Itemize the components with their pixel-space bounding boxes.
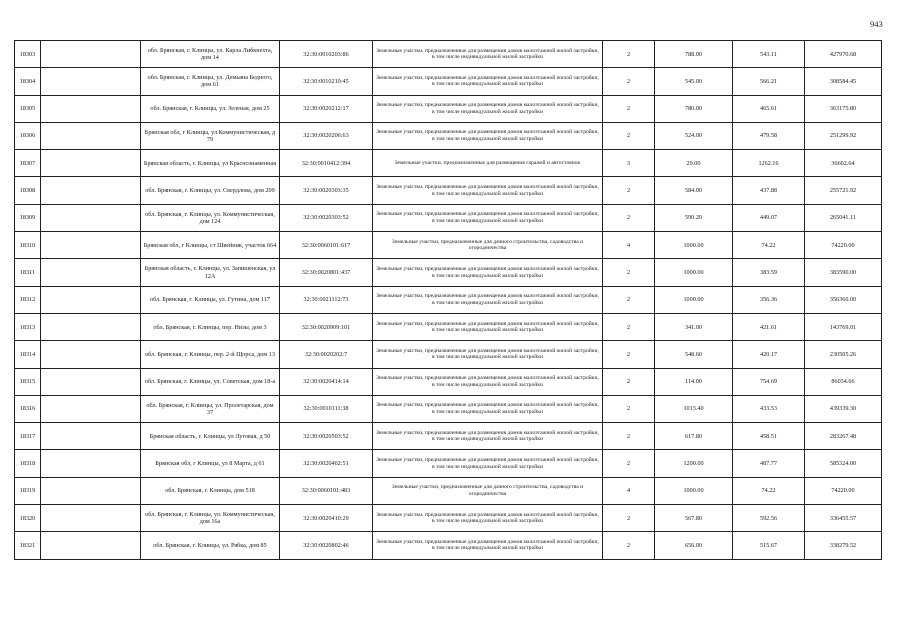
area-cell: 567.80 — [655, 505, 733, 532]
table-row — [15, 450, 882, 477]
group-cell: 2 — [603, 204, 655, 231]
specific-value-cell: 433.53 — [733, 395, 805, 422]
row-number: 18316 — [15, 395, 41, 422]
row-number: 18303 — [15, 41, 41, 68]
row-number: 18314 — [15, 341, 41, 368]
specific-value-cell: 449.07 — [733, 204, 805, 231]
group-cell: 2 — [603, 341, 655, 368]
cadastral-value-cell: 36602.64 — [805, 150, 882, 177]
group-cell: 2 — [603, 122, 655, 149]
table-row — [15, 368, 882, 395]
address-cell: обл. Брянская, г. Клинцы, ул. Советская, дом 18-а — [141, 368, 280, 395]
specific-value-cell: 356.36 — [733, 286, 805, 313]
cadastral-value-table — [14, 40, 882, 560]
table-row — [15, 286, 882, 313]
area-cell: 1000.00 — [655, 477, 733, 504]
row-number: 18315 — [15, 368, 41, 395]
land-use-cell: Земельные участки, предназначенные для размещения домов малоэтажной жилой застройки, в том числе индивидуальной жилой застройки — [373, 423, 603, 450]
address-cell: обл. Брянская, г. Клинцы, ул. Рябка, дом 85 — [141, 532, 280, 559]
area-cell: 590.20 — [655, 204, 733, 231]
land-use-cell: Земельные участки, предназначенные для размещения домов малоэтажной жилой застройки, в том числе индивидуальной жилой застройки — [373, 122, 603, 149]
row-number: 18311 — [15, 259, 41, 286]
blank-cell — [41, 122, 141, 149]
specific-value-cell: 1262.16 — [733, 150, 805, 177]
row-number: 18308 — [15, 177, 41, 204]
blank-cell — [41, 232, 141, 259]
row-number: 18320 — [15, 505, 41, 532]
table-row — [15, 95, 882, 122]
cadastral-number-cell: 32:30:0010210:45 — [280, 68, 373, 95]
blank-cell — [41, 177, 141, 204]
cadastral-value-cell: 336455.57 — [805, 505, 882, 532]
blank-cell — [41, 532, 141, 559]
group-cell: 4 — [603, 477, 655, 504]
table-row — [15, 204, 882, 231]
address-cell: Брянская область, г. Клинцы, ул. Запишенская, ул 12А — [141, 259, 280, 286]
cadastral-number-cell: 32:30:0060101:483 — [280, 477, 373, 504]
group-cell: 2 — [603, 41, 655, 68]
blank-cell — [41, 450, 141, 477]
specific-value-cell: 543.11 — [733, 41, 805, 68]
cadastral-number-cell: 32:30:0021112:73 — [280, 286, 373, 313]
table-row — [15, 177, 882, 204]
specific-value-cell: 754.69 — [733, 368, 805, 395]
blank-cell — [41, 286, 141, 313]
row-number: 18305 — [15, 95, 41, 122]
blank-cell — [41, 68, 141, 95]
specific-value-cell: 74.22 — [733, 477, 805, 504]
group-cell: 2 — [603, 505, 655, 532]
blank-cell — [41, 313, 141, 340]
land-use-cell: Земельные участки, предназначенные для размещения домов малоэтажной жилой застройки, в том числе индивидуальной жилой застройки — [373, 259, 603, 286]
specific-value-cell: 487.77 — [733, 450, 805, 477]
specific-value-cell: 515.67 — [733, 532, 805, 559]
row-number: 18304 — [15, 68, 41, 95]
cadastral-number-cell: 32:30:0020802:46 — [280, 532, 373, 559]
area-cell: 341.00 — [655, 313, 733, 340]
area-cell: 1000.00 — [655, 232, 733, 259]
cadastral-number-cell: 32:30:0020503:52 — [280, 423, 373, 450]
cadastral-value-cell: 439339.30 — [805, 395, 882, 422]
specific-value-cell: 479.58 — [733, 122, 805, 149]
table-row — [15, 532, 882, 559]
address-cell: обл. Брянская, г. Клинцы, ул. Гутина, дом 117 — [141, 286, 280, 313]
cadastral-number-cell: 32:30:0020202:7 — [280, 341, 373, 368]
land-use-cell: Земельные участки, предназначенные для размещения домов малоэтажной жилой застройки, в том числе индивидуальной жилой застройки — [373, 41, 603, 68]
table-row — [15, 150, 882, 177]
land-use-cell: Земельные участки, предназначенные для размещения домов малоэтажной жилой застройки, в том числе индивидуальной жилой застройки — [373, 204, 603, 231]
address-cell: обл. Брянская, г. Клинцы, ул. Зеленая, дом 25 — [141, 95, 280, 122]
address-cell: Брянская обл, г Клинцы, ул Коммунистическая, д 79 — [141, 122, 280, 149]
address-cell: обл. Брянская, г. Клинцы, дом 518 — [141, 477, 280, 504]
row-number: 18307 — [15, 150, 41, 177]
blank-cell — [41, 41, 141, 68]
address-cell: Брянская обл, г Клинцы, ул 8 Марта, д 61 — [141, 450, 280, 477]
group-cell: 2 — [603, 177, 655, 204]
address-cell: обл. Брянская, г. Клинцы, пер. 2-й Щорса, дом 13 — [141, 341, 280, 368]
group-cell: 2 — [603, 423, 655, 450]
blank-cell — [41, 150, 141, 177]
blank-cell — [41, 368, 141, 395]
address-cell: Брянская область, г. Клинцы, ул Луговая, д 50 — [141, 423, 280, 450]
row-number: 18306 — [15, 122, 41, 149]
cadastral-number-cell: 32:30:0020212:17 — [280, 95, 373, 122]
table-row — [15, 259, 882, 286]
cadastral-number-cell: 32:30:0060101:617 — [280, 232, 373, 259]
area-cell: 1200.00 — [655, 450, 733, 477]
cadastral-number-cell: 32:30:0020410:29 — [280, 505, 373, 532]
group-cell: 2 — [603, 95, 655, 122]
cadastral-value-cell: 74220.00 — [805, 232, 882, 259]
address-cell: обл. Брянская, г. Клинцы, ул. Коммунистическая, дом 16а — [141, 505, 280, 532]
blank-cell — [41, 395, 141, 422]
page-number: 943 — [870, 19, 883, 29]
group-cell: 2 — [603, 532, 655, 559]
cadastral-value-cell: 427970.68 — [805, 41, 882, 68]
address-cell: обл. Брянская, г. Клинцы, ул. Свердлова, дом 209 — [141, 177, 280, 204]
address-cell: обл. Брянская, г. Клинцы, ул. Демьяна Бедного, дом 61 — [141, 68, 280, 95]
cadastral-value-cell: 283267.48 — [805, 423, 882, 450]
cadastral-value-cell: 265041.11 — [805, 204, 882, 231]
area-cell: 584.00 — [655, 177, 733, 204]
group-cell: 3 — [603, 150, 655, 177]
land-use-cell: Земельные участки, предназначенные для размещения домов малоэтажной жилой застройки, в том числе индивидуальной жилой застройки — [373, 532, 603, 559]
cadastral-value-cell: 251299.92 — [805, 122, 882, 149]
area-cell: 548.60 — [655, 341, 733, 368]
area-cell: 656.00 — [655, 532, 733, 559]
land-use-cell: Земельные участки, предназначенные для размещения гаражей и автостоянок — [373, 150, 603, 177]
cadastral-number-cell: 32:30:0020303:52 — [280, 204, 373, 231]
cadastral-value-cell: 338279.52 — [805, 532, 882, 559]
table-row — [15, 395, 882, 422]
row-number: 18312 — [15, 286, 41, 313]
area-cell: 780.00 — [655, 95, 733, 122]
address-cell: обл. Брянская, г. Клинцы, ул. Карла Либкнехта, дом 14 — [141, 41, 280, 68]
group-cell: 2 — [603, 259, 655, 286]
specific-value-cell: 420.17 — [733, 341, 805, 368]
row-number: 18310 — [15, 232, 41, 259]
land-use-cell: Земельные участки, предназначенные для размещения домов малоэтажной жилой застройки, в том числе индивидуальной жилой застройки — [373, 313, 603, 340]
specific-value-cell: 566.21 — [733, 68, 805, 95]
land-use-cell: Земельные участки, предназначенные для дачного строительства, садоводства и огородничества — [373, 232, 603, 259]
specific-value-cell: 437.88 — [733, 177, 805, 204]
group-cell: 2 — [603, 286, 655, 313]
blank-cell — [41, 204, 141, 231]
cadastral-number-cell: 32:30:0010111:38 — [280, 395, 373, 422]
area-cell: 1013.40 — [655, 395, 733, 422]
group-cell: 2 — [603, 395, 655, 422]
blank-cell — [41, 423, 141, 450]
specific-value-cell: 458.51 — [733, 423, 805, 450]
cadastral-number-cell: 32:30:0020206:63 — [280, 122, 373, 149]
specific-value-cell: 465.61 — [733, 95, 805, 122]
address-cell: обл. Брянская, г. Клинцы, ул. Коммунистическая, дом 124 — [141, 204, 280, 231]
blank-cell — [41, 341, 141, 368]
row-number: 18321 — [15, 532, 41, 559]
table-row — [15, 41, 882, 68]
cadastral-number-cell: 32:30:0010203:86 — [280, 41, 373, 68]
specific-value-cell: 74.22 — [733, 232, 805, 259]
table-row — [15, 122, 882, 149]
land-use-cell: Земельные участки, предназначенные для размещения домов малоэтажной жилой застройки, в том числе индивидуальной жилой застройки — [373, 450, 603, 477]
cadastral-value-cell: 74220.00 — [805, 477, 882, 504]
area-cell: 524.00 — [655, 122, 733, 149]
table-row — [15, 68, 882, 95]
table-body — [15, 41, 882, 560]
table-row — [15, 232, 882, 259]
cadastral-value-cell: 585324.00 — [805, 450, 882, 477]
land-use-cell: Земельные участки, предназначенные для дачного строительства, садоводства и огородничества — [373, 477, 603, 504]
blank-cell — [41, 259, 141, 286]
table-row — [15, 423, 882, 450]
row-number: 18309 — [15, 204, 41, 231]
area-cell: 114.00 — [655, 368, 733, 395]
area-cell: 29.00 — [655, 150, 733, 177]
group-cell: 4 — [603, 232, 655, 259]
blank-cell — [41, 95, 141, 122]
cadastral-number-cell: 32:30:0010412:394 — [280, 150, 373, 177]
land-use-cell: Земельные участки, предназначенные для размещения домов малоэтажной жилой застройки, в том числе индивидуальной жилой застройки — [373, 505, 603, 532]
cadastral-number-cell: 32:30:0020402:51 — [280, 450, 373, 477]
blank-cell — [41, 477, 141, 504]
group-cell: 2 — [603, 450, 655, 477]
table-row — [15, 341, 882, 368]
land-use-cell: Земельные участки, предназначенные для размещения домов малоэтажной жилой застройки, в том числе индивидуальной жилой застройки — [373, 341, 603, 368]
specific-value-cell: 421.61 — [733, 313, 805, 340]
group-cell: 2 — [603, 313, 655, 340]
group-cell: 2 — [603, 68, 655, 95]
cadastral-number-cell: 32:30:0020303:35 — [280, 177, 373, 204]
cadastral-value-cell: 356360.00 — [805, 286, 882, 313]
cadastral-value-cell: 363175.80 — [805, 95, 882, 122]
row-number: 18313 — [15, 313, 41, 340]
row-number: 18318 — [15, 450, 41, 477]
address-cell: обл. Брянская, г. Клинцы, пер. Низы, дом 3 — [141, 313, 280, 340]
table-row — [15, 505, 882, 532]
cadastral-value-cell: 255721.92 — [805, 177, 882, 204]
address-cell: Брянская обл, г Клинцы, ст Швейник, участок 664 — [141, 232, 280, 259]
address-cell: обл. Брянская, г. Клинцы, ул. Пролетарская, дом 37 — [141, 395, 280, 422]
land-use-cell: Земельные участки, предназначенные для размещения домов малоэтажной жилой застройки, в том числе индивидуальной жилой застройки — [373, 177, 603, 204]
land-use-cell: Земельные участки, предназначенные для размещения домов малоэтажной жилой застройки, в том числе индивидуальной жилой застройки — [373, 68, 603, 95]
area-cell: 617.80 — [655, 423, 733, 450]
cadastral-value-cell: 86034.66 — [805, 368, 882, 395]
cadastral-value-cell: 143769.01 — [805, 313, 882, 340]
row-number: 18319 — [15, 477, 41, 504]
specific-value-cell: 383.59 — [733, 259, 805, 286]
area-cell: 545.00 — [655, 68, 733, 95]
land-use-cell: Земельные участки, предназначенные для размещения домов малоэтажной жилой застройки, в том числе индивидуальной жилой застройки — [373, 368, 603, 395]
cadastral-number-cell: 32:30:0020909:101 — [280, 313, 373, 340]
cadastral-number-cell: 32:30:0020414:14 — [280, 368, 373, 395]
blank-cell — [41, 505, 141, 532]
area-cell: 1000.00 — [655, 259, 733, 286]
land-use-cell: Земельные участки, предназначенные для размещения домов малоэтажной жилой застройки, в том числе индивидуальной жилой застройки — [373, 395, 603, 422]
address-cell: Брянская область, г. Клинцы, ул Краснознаменная — [141, 150, 280, 177]
cadastral-value-cell: 383590.00 — [805, 259, 882, 286]
table-row — [15, 477, 882, 504]
cadastral-value-cell: 308584.45 — [805, 68, 882, 95]
area-cell: 1000.00 — [655, 286, 733, 313]
row-number: 18317 — [15, 423, 41, 450]
area-cell: 788.00 — [655, 41, 733, 68]
specific-value-cell: 592.56 — [733, 505, 805, 532]
land-use-cell: Земельные участки, предназначенные для размещения домов малоэтажной жилой застройки, в том числе индивидуальной жилой застройки — [373, 95, 603, 122]
table-row — [15, 313, 882, 340]
land-use-cell: Земельные участки, предназначенные для размещения домов малоэтажной жилой застройки, в том числе индивидуальной жилой застройки — [373, 286, 603, 313]
group-cell: 2 — [603, 368, 655, 395]
cadastral-value-cell: 230505.26 — [805, 341, 882, 368]
cadastral-number-cell: 32:30:0020801:437 — [280, 259, 373, 286]
